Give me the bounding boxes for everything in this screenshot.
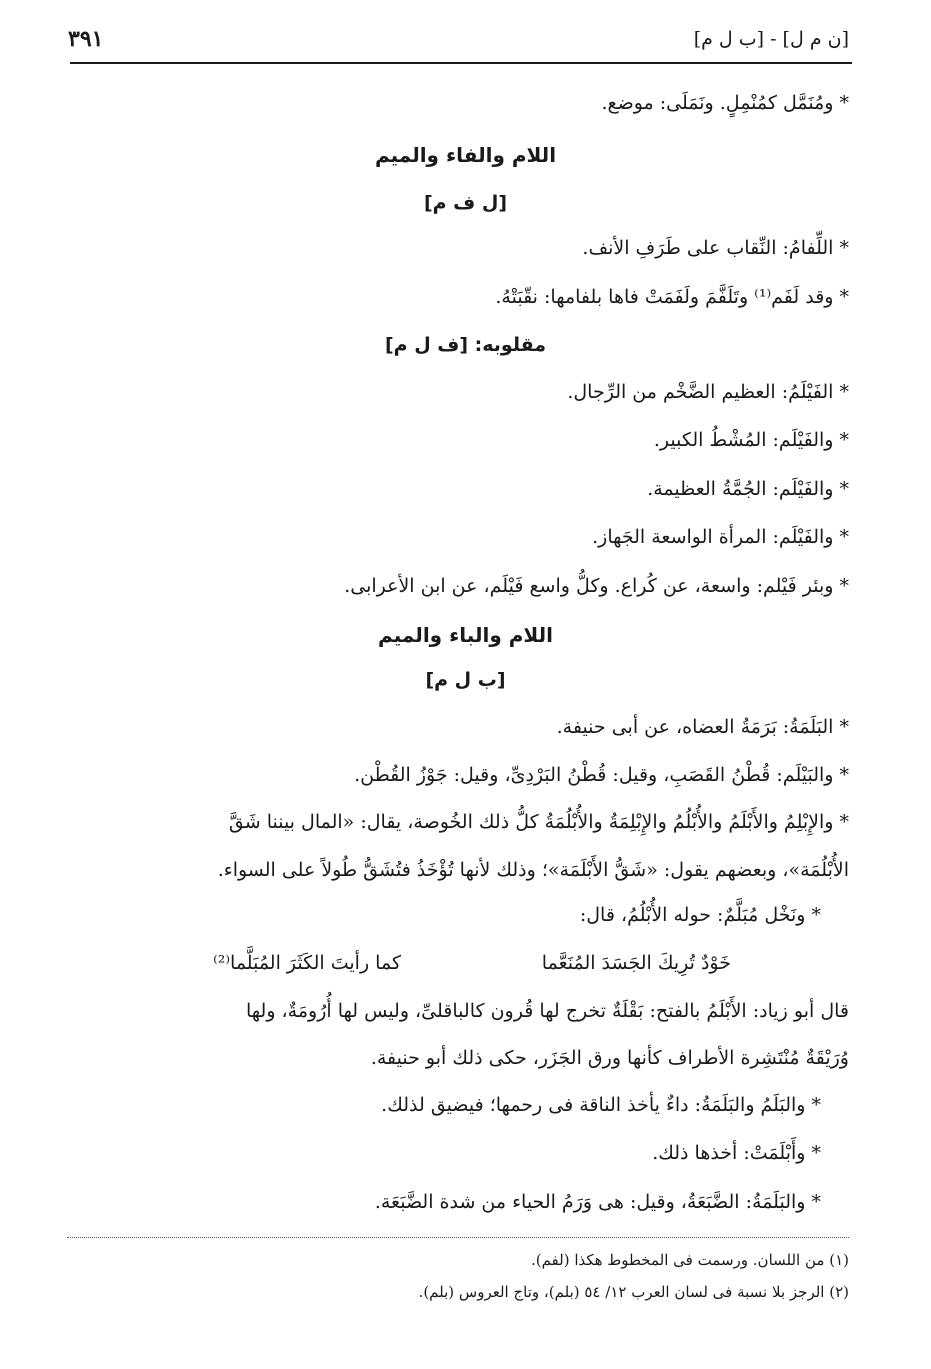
entry-line: * اللِّفامُ: النِّقاب على طَرَفِ الأنف. [582,237,849,259]
entry-line: قال أبو زياد: الأَبْلَمُ بالفتح: بَقْلَةٌ تخرج لها قُرون كالباقلىِّ، وليس لها أُرُومَةٌ، ولها [246,1000,849,1022]
root-heading: [ب ل م] [425,669,506,691]
verse-first-hemistich: خَوْدٌ تُرِيكَ الجَسَدَ المُنَعَّما [541,952,731,974]
page-number: ٣٩١ [68,26,104,52]
footnote-rule [67,1237,849,1238]
section-title: اللام والفاء والميم [374,143,557,167]
entry-line: * وبئر فَيْلم: واسعة، عن كُراع. وكلُّ واسع فَيْلَم، عن ابن الأعرابى. [344,575,849,597]
entry-line: وُرَيْقَةٌ مُنْتَشِرة الأطراف كأنها ورق الجَزَر، حكى ذلك أبو حنيفة. [370,1047,849,1069]
entry-line: * وأَبْلَمَتْ: أخذها ذلك. [652,1142,821,1164]
footnote: (١) من اللسان. ورسمت فى المخطوط هكذا (لفم). [530,1251,849,1269]
verse-second-hemistich: كما رأيتَ الكَثَرَ المُبَلَّما⁽²⁾ [213,952,401,974]
footnote: (٢) الرجز بلا نسبة فى لسان العرب ١٢/ ٥٤ (بلم)، وتاج العروس (بلم). [418,1283,849,1301]
entry-line: * البَلَمَةُ: بَرَمَةُ العضاه، عن أبى حنيفة. [556,716,849,738]
entry-line: * والفَيْلَم: المرأة الواسعة الجَهاز. [592,526,849,548]
entry-line: الأُبْلُمَة»، وبعضهم يقول: «شَقُّ الأَبْلَمَة»؛ وذلك لأنها تُؤْخَذُ فتُشَقُّ طُولاً على السواء. [217,859,849,881]
entry-line: * والبَلَمَةُ: الضَّبَعَةُ، وقيل: هى وَرَمُ الحياء من شدة الضَّبَعَة. [374,1191,821,1213]
root-heading: [ل ف م] [423,192,508,214]
entry-line: * وقد لَفَم⁽¹⁾ وتَلَفَّمَ ولَفَمَتْ فاها بلفامها: نقّبَتْهُ. [495,286,849,308]
entry-line: * الفَيْلَمُ: العظيم الضَّخْم من الرِّجال. [567,381,849,403]
entry-line: * والإِبْلِمُ والأَبْلَمُ والأُبْلُمُ والإِبْلِمَةُ والأُبْلُمَةُ كلُّ ذلك الخُوصة، يقال: «المال بيننا شَقَّ [228,811,849,833]
entry-line: * والبَلَمُ والبَلَمَةُ: داءٌ يأخذ الناقة فى رحمها؛ فيضيق لذلك. [381,1094,821,1116]
running-head: [ن م ل] - [ب ل م] [693,28,849,50]
section-title: اللام والباء والميم [378,623,553,647]
entry-line: * ونَخْل مُبَلَّمٌ: حوله الأُبْلُمُ، قال: [579,904,821,926]
header-rule [70,62,852,64]
entry-line: * والبَيْلَم: قُطْنُ القَصَبِ، وقيل: قُطْنُ البَرْدِىِّ، وقيل: جَوْزُ القُطْن. [354,764,849,786]
entry-line: * ومُنَمَّل كمُنْمِلٍ. ونَمَلَى: موضع. [601,92,849,114]
root-heading: مقلوبه: [ف ل م] [384,334,547,356]
entry-line: * والفَيْلَم: الجُمَّةُ العظيمة. [647,478,849,500]
entry-line: * والفَيْلَم: المُشْطُ الكبير. [653,429,849,451]
